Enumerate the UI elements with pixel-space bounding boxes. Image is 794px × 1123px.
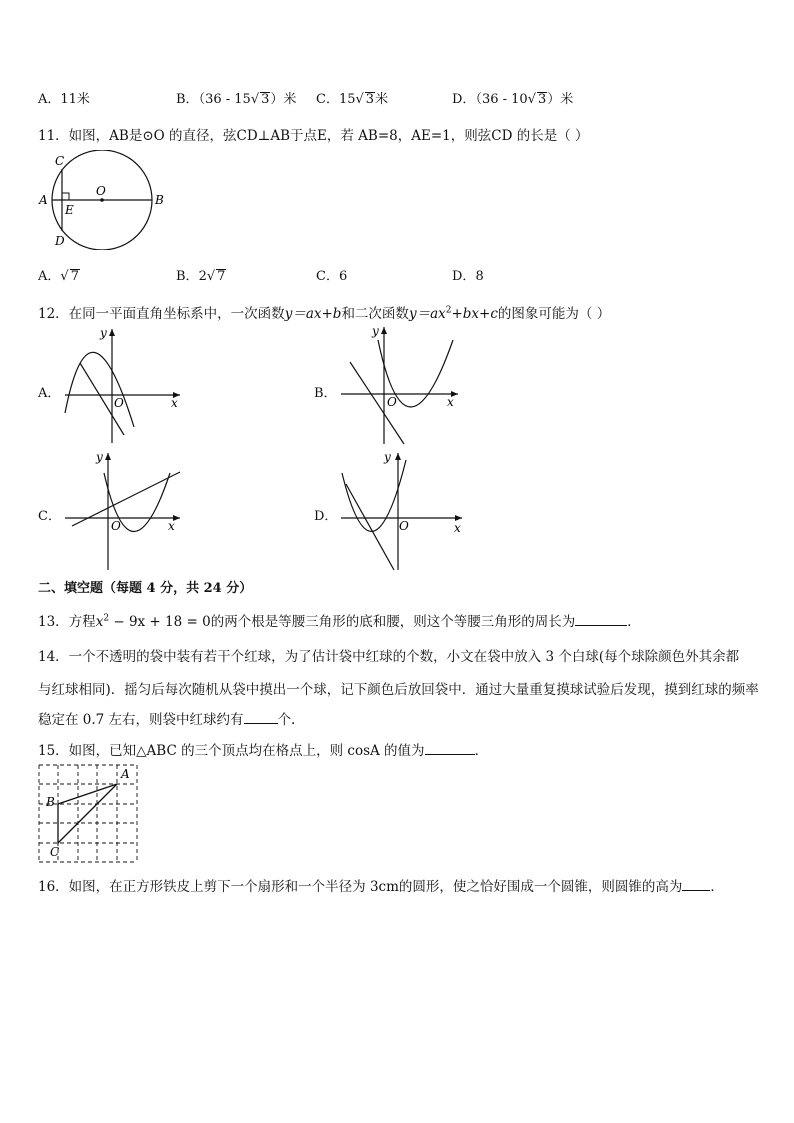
q11-label-c: C (55, 154, 65, 168)
q14-line-1: 14．一个不透明的袋中装有若干个红球，为了估计袋中红球的个数，小文在袋中放入 3 个白球(每个球除颜色外其余都 (38, 649, 740, 665)
q15-text: 15．如图，已知△ABC 的三个顶点均在格点上，则 cosA 的值为 ． (38, 743, 489, 759)
q15-label-c: C (50, 845, 60, 859)
q16-answer-blank[interactable] (682, 890, 710, 891)
q15-answer-blank[interactable] (425, 754, 475, 755)
q13-text: 13．方程$x^2 - 9x + 18 = 0$的两个根是等腰三角形的底和腰，则这个等腰三角形的周长为 ． (38, 613, 641, 630)
q10-option-d: D．（36 - 10√ 3）米 (452, 92, 574, 107)
q16-text: 16．如图，在正方形铁皮上剪下一个扇形和一个半径为 3cm的圆形，使之恰好围成一个圆锥，则圆锥的高为 ． (38, 879, 724, 895)
q12-graph-c (60, 448, 185, 572)
q10-option-b: B．（36 - 15√ 3）米 (176, 92, 297, 107)
q11-option-b: B．2√ 7 (176, 269, 226, 284)
q11-text: 11．如图，AB是⊙O 的直径，弦CD⊥AB于点E，若 AB=8，AE=1，则弦CD 的长是（ ） (38, 128, 589, 144)
svg-text:O: O (114, 396, 124, 410)
q10-option-a: A．11米 (38, 92, 90, 107)
q11-label-o: O (96, 184, 106, 198)
q14-line-2: 与红球相同)．摇匀后每次随机从袋中摸出一个球，记下颜色后放回袋中．通过大量重复摸球试验后发现，摸到红球的频率 (38, 682, 759, 698)
svg-text:O: O (111, 519, 121, 533)
q15-label-b: B (46, 795, 55, 809)
svg-text:y: y (96, 450, 103, 464)
svg-text:x: x (168, 519, 175, 533)
svg-text:x: x (447, 395, 454, 409)
q12-option-a-label: A． (38, 386, 61, 401)
q12-option-c-label: C． (38, 509, 61, 524)
svg-text:y: y (384, 450, 391, 464)
q11-label-e: E (65, 203, 74, 217)
q11-circle-figure (36, 150, 166, 250)
svg-text:x: x (171, 396, 178, 410)
q12-graph-a (60, 325, 185, 445)
q14-line-3: 稳定在 0.7 左右，则袋中红球约有 个. (38, 712, 296, 728)
q12-graph-d (336, 448, 466, 572)
svg-text:O: O (387, 395, 397, 409)
q12-option-d-label: D． (314, 509, 338, 524)
q13-answer-blank[interactable] (575, 625, 627, 626)
q11-option-c: C．6 (316, 269, 348, 284)
q11-label-d: D (55, 234, 65, 248)
q12-graph-b (336, 322, 461, 446)
q11-option-d: D．8 (452, 269, 484, 284)
svg-text:O: O (399, 519, 409, 533)
svg-text:x: x (454, 521, 461, 535)
q15-label-a: A (121, 767, 130, 781)
q15-grid-figure (38, 764, 140, 866)
q11-label-b: B (155, 193, 164, 207)
q12-option-b-label: B． (314, 386, 337, 401)
q12-text: 12．在同一平面直角坐标系中，一次函数y＝ax+b和二次函数$y=ax^2+bx+c$的图象可能为（ ） (38, 305, 611, 322)
svg-text:y: y (372, 324, 379, 338)
q11-option-a: A．√ 7 (38, 269, 79, 284)
svg-text:y: y (100, 326, 107, 340)
section-title-fill-in: 二、填空题（每题 4 分，共 24 分） (38, 581, 253, 596)
q14-answer-blank[interactable] (244, 723, 278, 724)
q11-label-a: A (39, 193, 48, 207)
q10-option-c: C．15√ 3米 (316, 92, 389, 107)
